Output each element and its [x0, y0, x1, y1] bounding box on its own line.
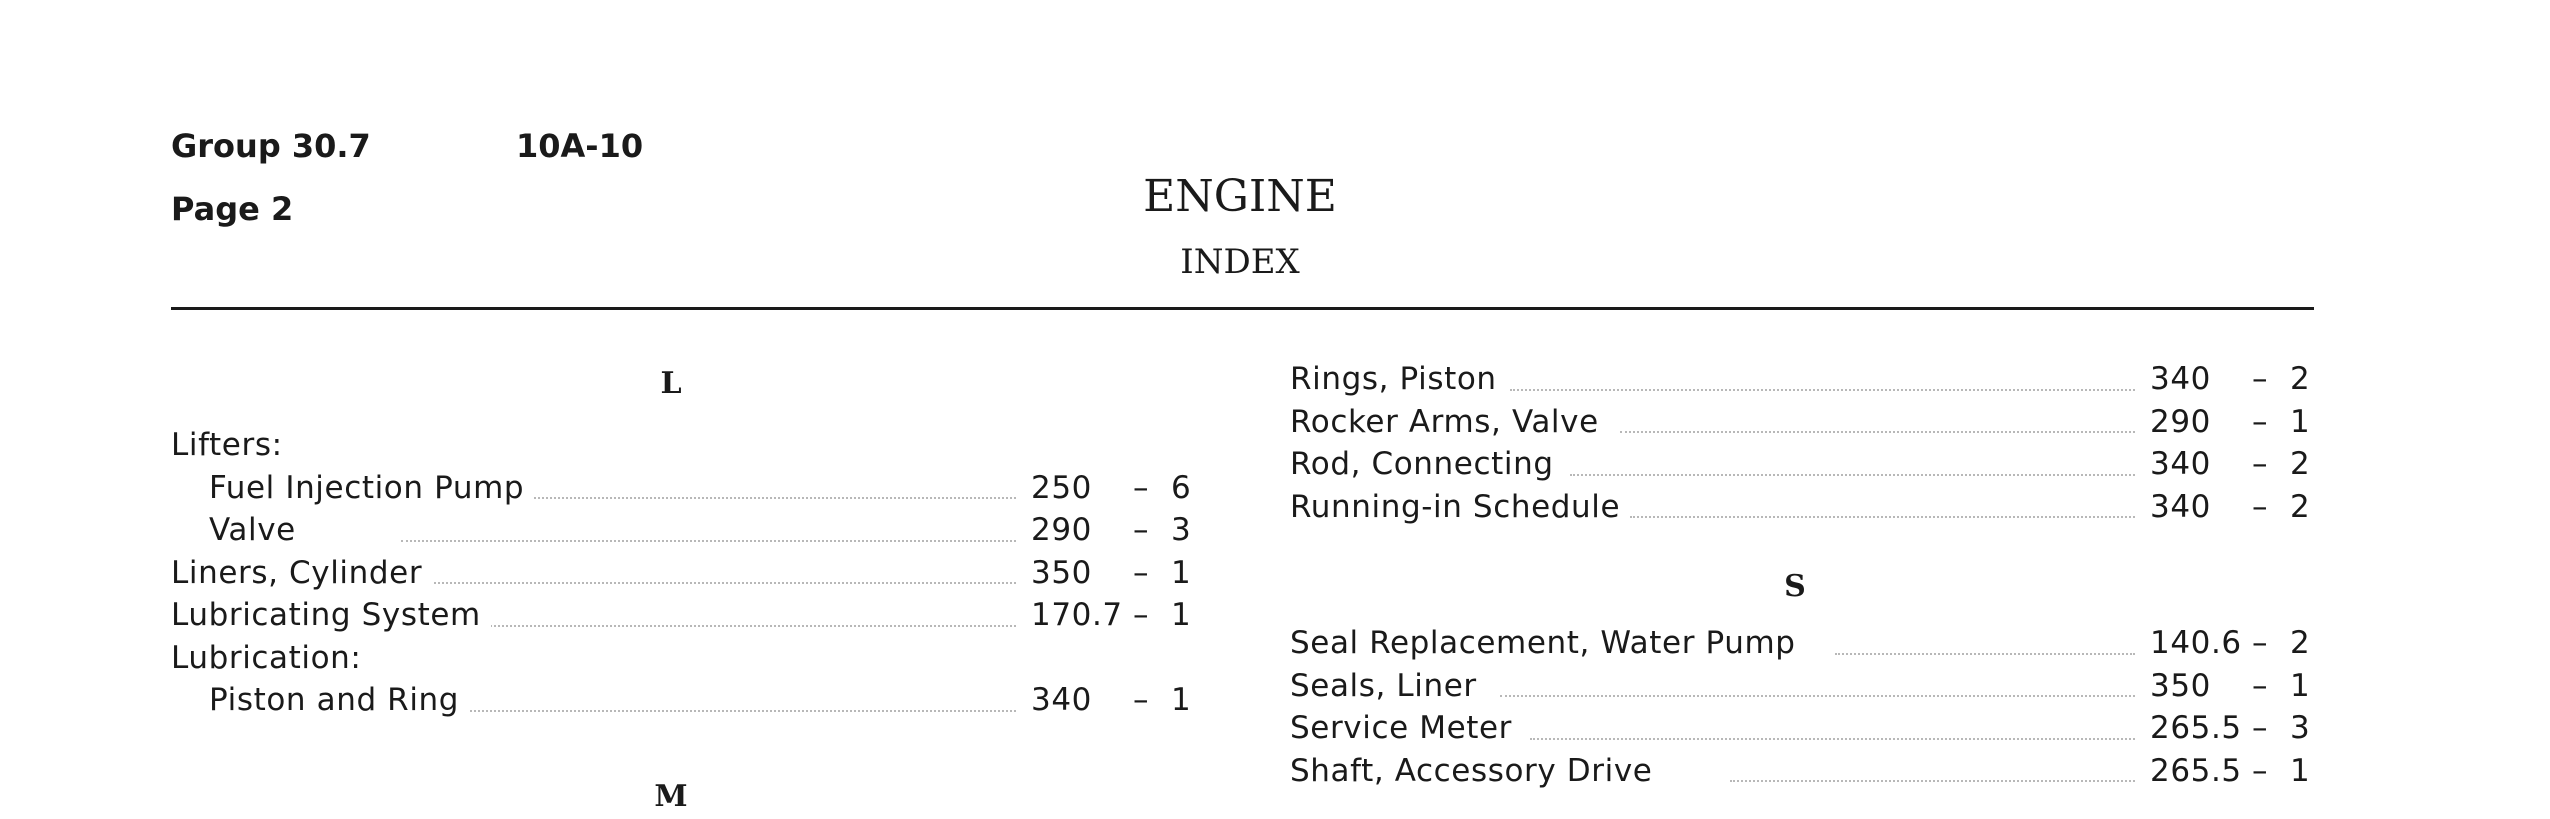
entry-group: 140.6: [2150, 625, 2242, 661]
index-entry: [171, 679, 1201, 722]
index-entry: [1290, 750, 2320, 793]
entry-dash: –: [2252, 446, 2269, 482]
entry-page: 6: [1171, 469, 1192, 506]
letter-heading-s: S: [1784, 569, 1806, 604]
entry-group: 265.5: [2150, 752, 2242, 789]
entry-name: Lubrication:: [171, 637, 371, 680]
entry-group: 340: [2150, 361, 2211, 397]
section-code: 10A-10: [516, 127, 644, 165]
entry-group: 250: [1031, 469, 1092, 506]
entry-dash: –: [2252, 625, 2269, 661]
entry-group: 340: [2150, 488, 2211, 525]
entry-dash: –: [1133, 597, 1150, 633]
entry-group: 290: [1031, 512, 1092, 548]
entry-dash: –: [2252, 361, 2269, 397]
entry-dash: –: [2252, 752, 2269, 789]
entry-group: 340: [1031, 682, 1092, 718]
entry-dash: –: [1133, 682, 1150, 718]
entry-group: 265.5: [2150, 710, 2242, 746]
entry-group: 290: [2150, 403, 2211, 440]
entry-page: 2: [2290, 361, 2311, 397]
entry-dash: –: [2252, 710, 2269, 746]
entry-page: 1: [2290, 403, 2311, 440]
index-entry: [171, 594, 1201, 637]
header-divider: [171, 307, 2314, 310]
page-title: ENGINE: [1143, 171, 1337, 222]
entry-page: 1: [1171, 597, 1192, 633]
page-number: Page 2: [171, 190, 294, 228]
index-entry: [1290, 486, 2320, 529]
entry-page: 3: [2290, 710, 2311, 746]
entry-group: 350: [2150, 667, 2211, 704]
entry-name: Rings, Piston: [1290, 358, 1507, 401]
entry-name: Rod, Connecting: [1290, 443, 1564, 486]
entry-name: Seal Replacement, Water Pump: [1290, 622, 1806, 665]
group-number: Group 30.7: [171, 127, 371, 165]
entry-name: Valve: [209, 509, 306, 552]
entry-page: 1: [2290, 752, 2311, 789]
page-subtitle: INDEX: [1180, 242, 1300, 282]
entry-name: Piston and Ring: [209, 679, 469, 722]
entry-name: Seals, Liner: [1290, 665, 1487, 708]
entry-group: 340: [2150, 446, 2211, 482]
entry-page: 2: [2290, 488, 2311, 525]
entry-name: Lubricating System: [171, 594, 491, 637]
entry-dash: –: [1133, 512, 1150, 548]
entry-name: Service Meter: [1290, 707, 1522, 750]
index-column-left: [171, 354, 1201, 819]
entry-page: 1: [2290, 667, 2311, 704]
entry-dash: –: [2252, 488, 2269, 525]
entry-page: 3: [1171, 512, 1192, 548]
entry-name: Shaft, Accessory Drive: [1290, 750, 1662, 793]
index-column-right: [1290, 358, 2320, 792]
entry-group: 350: [1031, 554, 1092, 591]
entry-name: Liners, Cylinder: [171, 552, 432, 595]
entry-page: 2: [2290, 446, 2311, 482]
entry-dash: –: [1133, 469, 1150, 506]
entry-group: 170.7: [1031, 597, 1123, 633]
letter-heading-l: L: [660, 366, 682, 401]
entry-page: 1: [1171, 682, 1192, 718]
entry-page: 2: [2290, 625, 2311, 661]
letter-heading-m: M: [654, 778, 688, 814]
index-entry: [1290, 622, 2320, 665]
entry-page: 1: [1171, 554, 1192, 591]
entry-name: Lifters:: [171, 424, 293, 467]
entry-dash: –: [1133, 554, 1150, 591]
entry-dash: –: [2252, 403, 2269, 440]
entry-name: Fuel Injection Pump: [209, 467, 534, 510]
entry-dash: –: [2252, 667, 2269, 704]
entry-name: Running-in Schedule: [1290, 486, 1630, 529]
entry-name: Rocker Arms, Valve: [1290, 401, 1609, 444]
